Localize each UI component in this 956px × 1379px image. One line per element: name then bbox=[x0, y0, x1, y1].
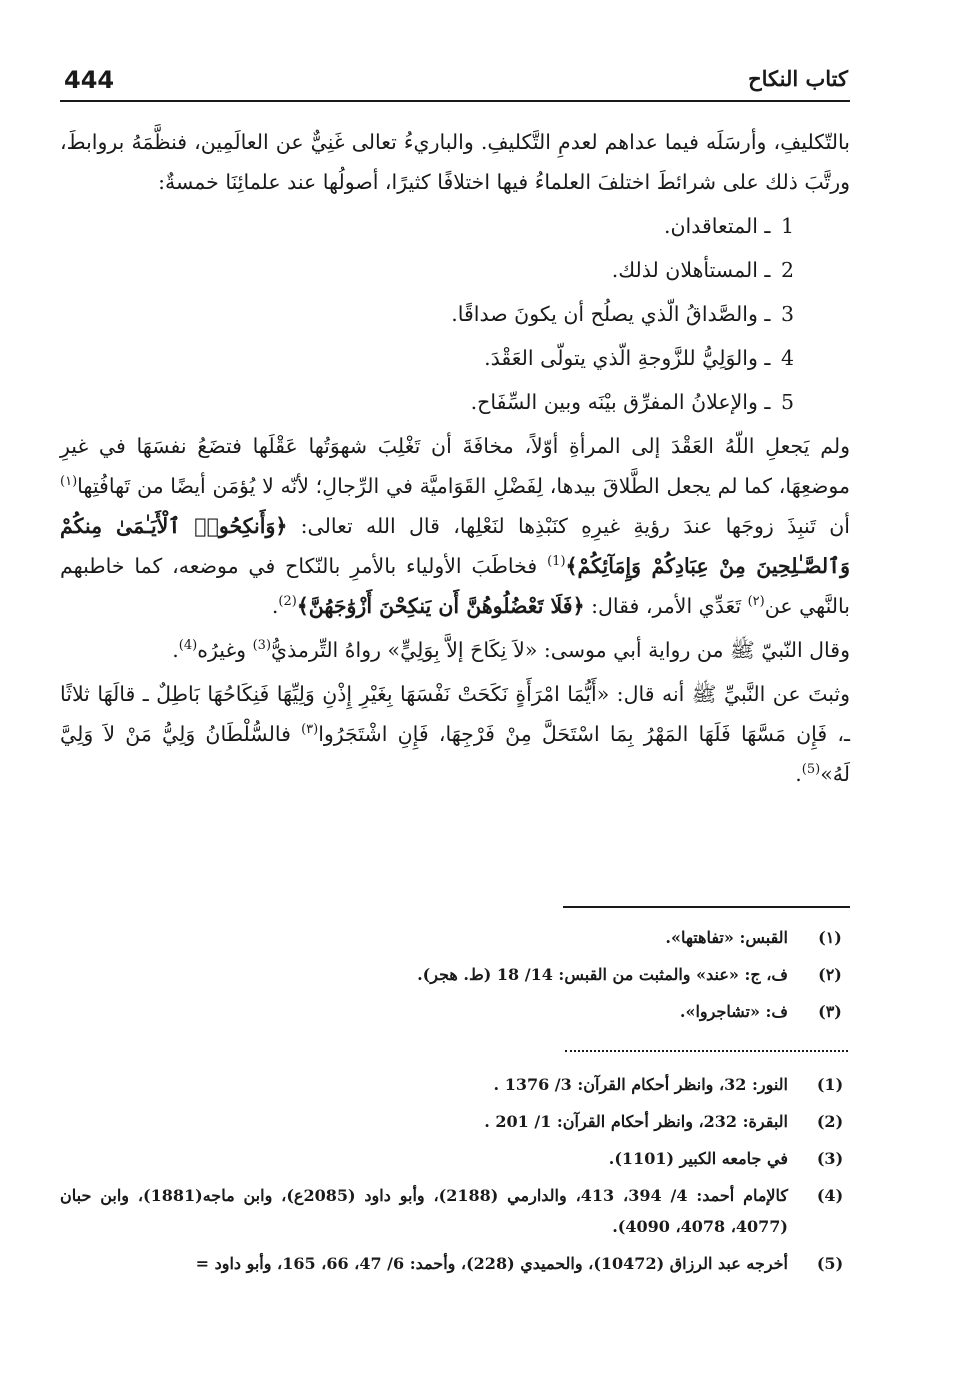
footnote-marker: (2) bbox=[816, 1112, 844, 1131]
list-item bbox=[60, 338, 850, 379]
paragraph-end: . bbox=[172, 638, 179, 662]
paragraph-text: أن تَنبِذَ زوجَها عندَ رؤيةِ غيرِهِ كنَبْذِها لنَعْلِها، قال الله تعالى: bbox=[287, 514, 850, 538]
footnote-marker: (1) bbox=[816, 1075, 844, 1094]
list-number: 1 bbox=[780, 214, 794, 238]
guardian-paragraph bbox=[60, 426, 850, 626]
dotted-divider bbox=[565, 1050, 848, 1052]
footnote-marker: (٢) bbox=[818, 965, 842, 984]
list-item bbox=[60, 206, 850, 247]
page-number: 444 bbox=[64, 66, 115, 94]
editor-footnotes bbox=[60, 1069, 850, 1285]
list-item bbox=[60, 250, 850, 291]
manuscript-footnotes bbox=[60, 922, 850, 1033]
footnote-ref: (2) bbox=[278, 594, 297, 610]
list-number: 2 bbox=[780, 258, 794, 282]
footnote bbox=[60, 996, 850, 1027]
paragraph-text: وغيرُه bbox=[197, 638, 253, 662]
hadith-paragraph-1 bbox=[60, 630, 850, 670]
running-title: كتاب النكاح bbox=[748, 66, 848, 91]
footnote-ref: (١) bbox=[60, 474, 78, 490]
hadith-paragraph-2 bbox=[60, 674, 850, 794]
paragraph-text: فالسُّلْطَانُ وَلِيُّ مَنْ لاَ وَلِيَّ لَهُ» bbox=[60, 722, 850, 786]
paragraph-text: تَعَدِّي الأمر، فقال: bbox=[584, 594, 748, 618]
list-item-text: ـ والوَلِيُّ للزَّوجةِ الّذي يتولّى العَقْدَ. bbox=[484, 346, 771, 370]
footnote-ref: (٣) bbox=[301, 722, 319, 738]
footnote-text: أخرجه عبد الرزاق (10472)، والحميدي (228)، وأحمد: 6/ 47، 66، 165، وأبو داود = bbox=[195, 1254, 788, 1273]
footnote bbox=[60, 1143, 850, 1174]
list-item-text: ـ المستأهلان لذلك. bbox=[611, 258, 771, 282]
footnote-ref: (٢) bbox=[747, 594, 765, 610]
conditions-list bbox=[60, 206, 850, 423]
footnote-text: كالإمام أحمد: 4/ 394، 413، والدارمي (2188)، وأبو داود (2085ع)، وابن ماجه(1881)، وابن حبان (4077، 4078، 4090). bbox=[60, 1186, 789, 1236]
footnote-marker: (١) bbox=[818, 928, 842, 947]
footnote bbox=[60, 922, 850, 953]
footnote-text: ف: «تشاجروا». bbox=[679, 1002, 788, 1021]
paragraph-text: فخاطَبَ الأولياء بالأمرِ بالنّكاح في موضعه، كما خاطبهم بالنَّهي عن bbox=[60, 554, 850, 618]
paragraph-text: وقال النّبيّ ﷺ من رواية أبي موسى: «لاَ نِكَاحَ إلاَّ بِوَلِيٍّ» رواهُ التِّرمذيُّ bbox=[271, 638, 850, 662]
footnote bbox=[60, 959, 850, 990]
list-item-text: ـ والإعلانُ المفرِّق بيْنَه وبين السِّفَاح. bbox=[470, 390, 771, 414]
list-item bbox=[60, 382, 850, 423]
paragraph-text: وثبتَ عن النَّبيِّ ﷺ أنه قال: «أَيُّمَا امْرَأَةٍ نَكَحَتْ نَفْسَهَا بِغَيْرِ إِذْنِ وَلِيِّهَا فَنِكَاحُهَا بَاطِلٌ ـ قالَهَا ثلاثًا ـ، فَإِن مَسَّهَا فَلَهَا المَهْرُ بِمَا اسْتَحَلَّ مِنْ فَرْجِهَا، فَإِنِ اشْتَجَرُوا bbox=[60, 682, 850, 746]
list-item-text: ـ المتعاقدان. bbox=[663, 214, 771, 238]
list-item-text: ـ والصَّداقُ الّذي يصلُح أن يكونَ صداقًا. bbox=[451, 302, 771, 326]
list-number: 3 bbox=[780, 302, 794, 326]
footnote-text: القبس: «تفاهتها». bbox=[665, 928, 788, 947]
footnote-marker: (4) bbox=[816, 1186, 844, 1205]
footnote-ref: (1) bbox=[547, 554, 566, 570]
footnote-ref: (3) bbox=[252, 638, 272, 654]
footnote-marker: (3) bbox=[816, 1149, 844, 1168]
paragraph-text: ولم يَجعلِ اللّهُ العَقْدَ إلى المرأةِ أوّلاً، مخافَةَ أن تَغْلِبَ شهوَتُها عَقْلَها فتضَعُ نفسَهَا في غيرِ موضعِهَا، كما لم يجعل الطَّلاقَ بيدها، لِفَضْلِ القَوَاميَّة في الرِّجالِ؛ لأنّه لا يُؤمَن أيضًا من تَهافُتِها bbox=[60, 434, 850, 498]
footnote bbox=[60, 1069, 850, 1100]
footnote bbox=[60, 1180, 850, 1242]
footnote-marker: (5) bbox=[816, 1254, 844, 1273]
list-item bbox=[60, 294, 850, 335]
quran-verse: ﴿فَلَا تَعْضُلُوهُنَّ أَن يَنكِحْنَ أَزْوَٰجَهُنَّ﴾ bbox=[296, 594, 585, 618]
footnote-marker: (٣) bbox=[818, 1002, 842, 1021]
list-number: 4 bbox=[780, 346, 794, 370]
footnote-text: النور: 32، وانظر أحكام القرآن: 3/ 1376 . bbox=[493, 1075, 788, 1094]
footnote bbox=[60, 1248, 850, 1279]
paragraph-end: . bbox=[271, 594, 279, 618]
footnote-text: ف، ج: «عند» والمثبت من القبس: 14/ 18 (ط. هجر). bbox=[417, 965, 788, 984]
footnote-ref: (4) bbox=[178, 638, 198, 654]
footnote-divider bbox=[563, 906, 850, 908]
main-text bbox=[60, 122, 850, 798]
footnote-text: البقرة: 232، وانظر أحكام القرآن: 1/ 201 . bbox=[484, 1112, 788, 1131]
intro-paragraph: بالتّكليفِ، وأرسَلَه فيما عداهم لعدمِ التَّكليفِ. والباريءُ تعالى غَنِيٌّ عن العالَمِين، فنظَّمَهُ بروابطَ، ورتَّبَ ذلك على شرائطَ اختلفَ العلماءُ فيها اختلافًا كثيرًا، أصولُها عند علمائِنَا خمسةٌ: bbox=[60, 130, 850, 194]
page-header bbox=[60, 66, 850, 102]
footnote-text: في جامعه الكبير (1101). bbox=[608, 1149, 788, 1168]
footnote bbox=[60, 1106, 850, 1137]
list-number: 5 bbox=[780, 390, 794, 414]
footnote-ref: (5) bbox=[801, 762, 821, 778]
quran-verse: ﴿وَأَنكِحُوا۟ ٱلْأَيَـٰمَىٰ مِنكُمْ وَٱلصَّـٰلِحِينَ مِنْ عِبَادِكُمْ وَإِمَآئِكُمْ﴾ bbox=[60, 514, 850, 578]
paragraph-end: . bbox=[795, 762, 802, 786]
